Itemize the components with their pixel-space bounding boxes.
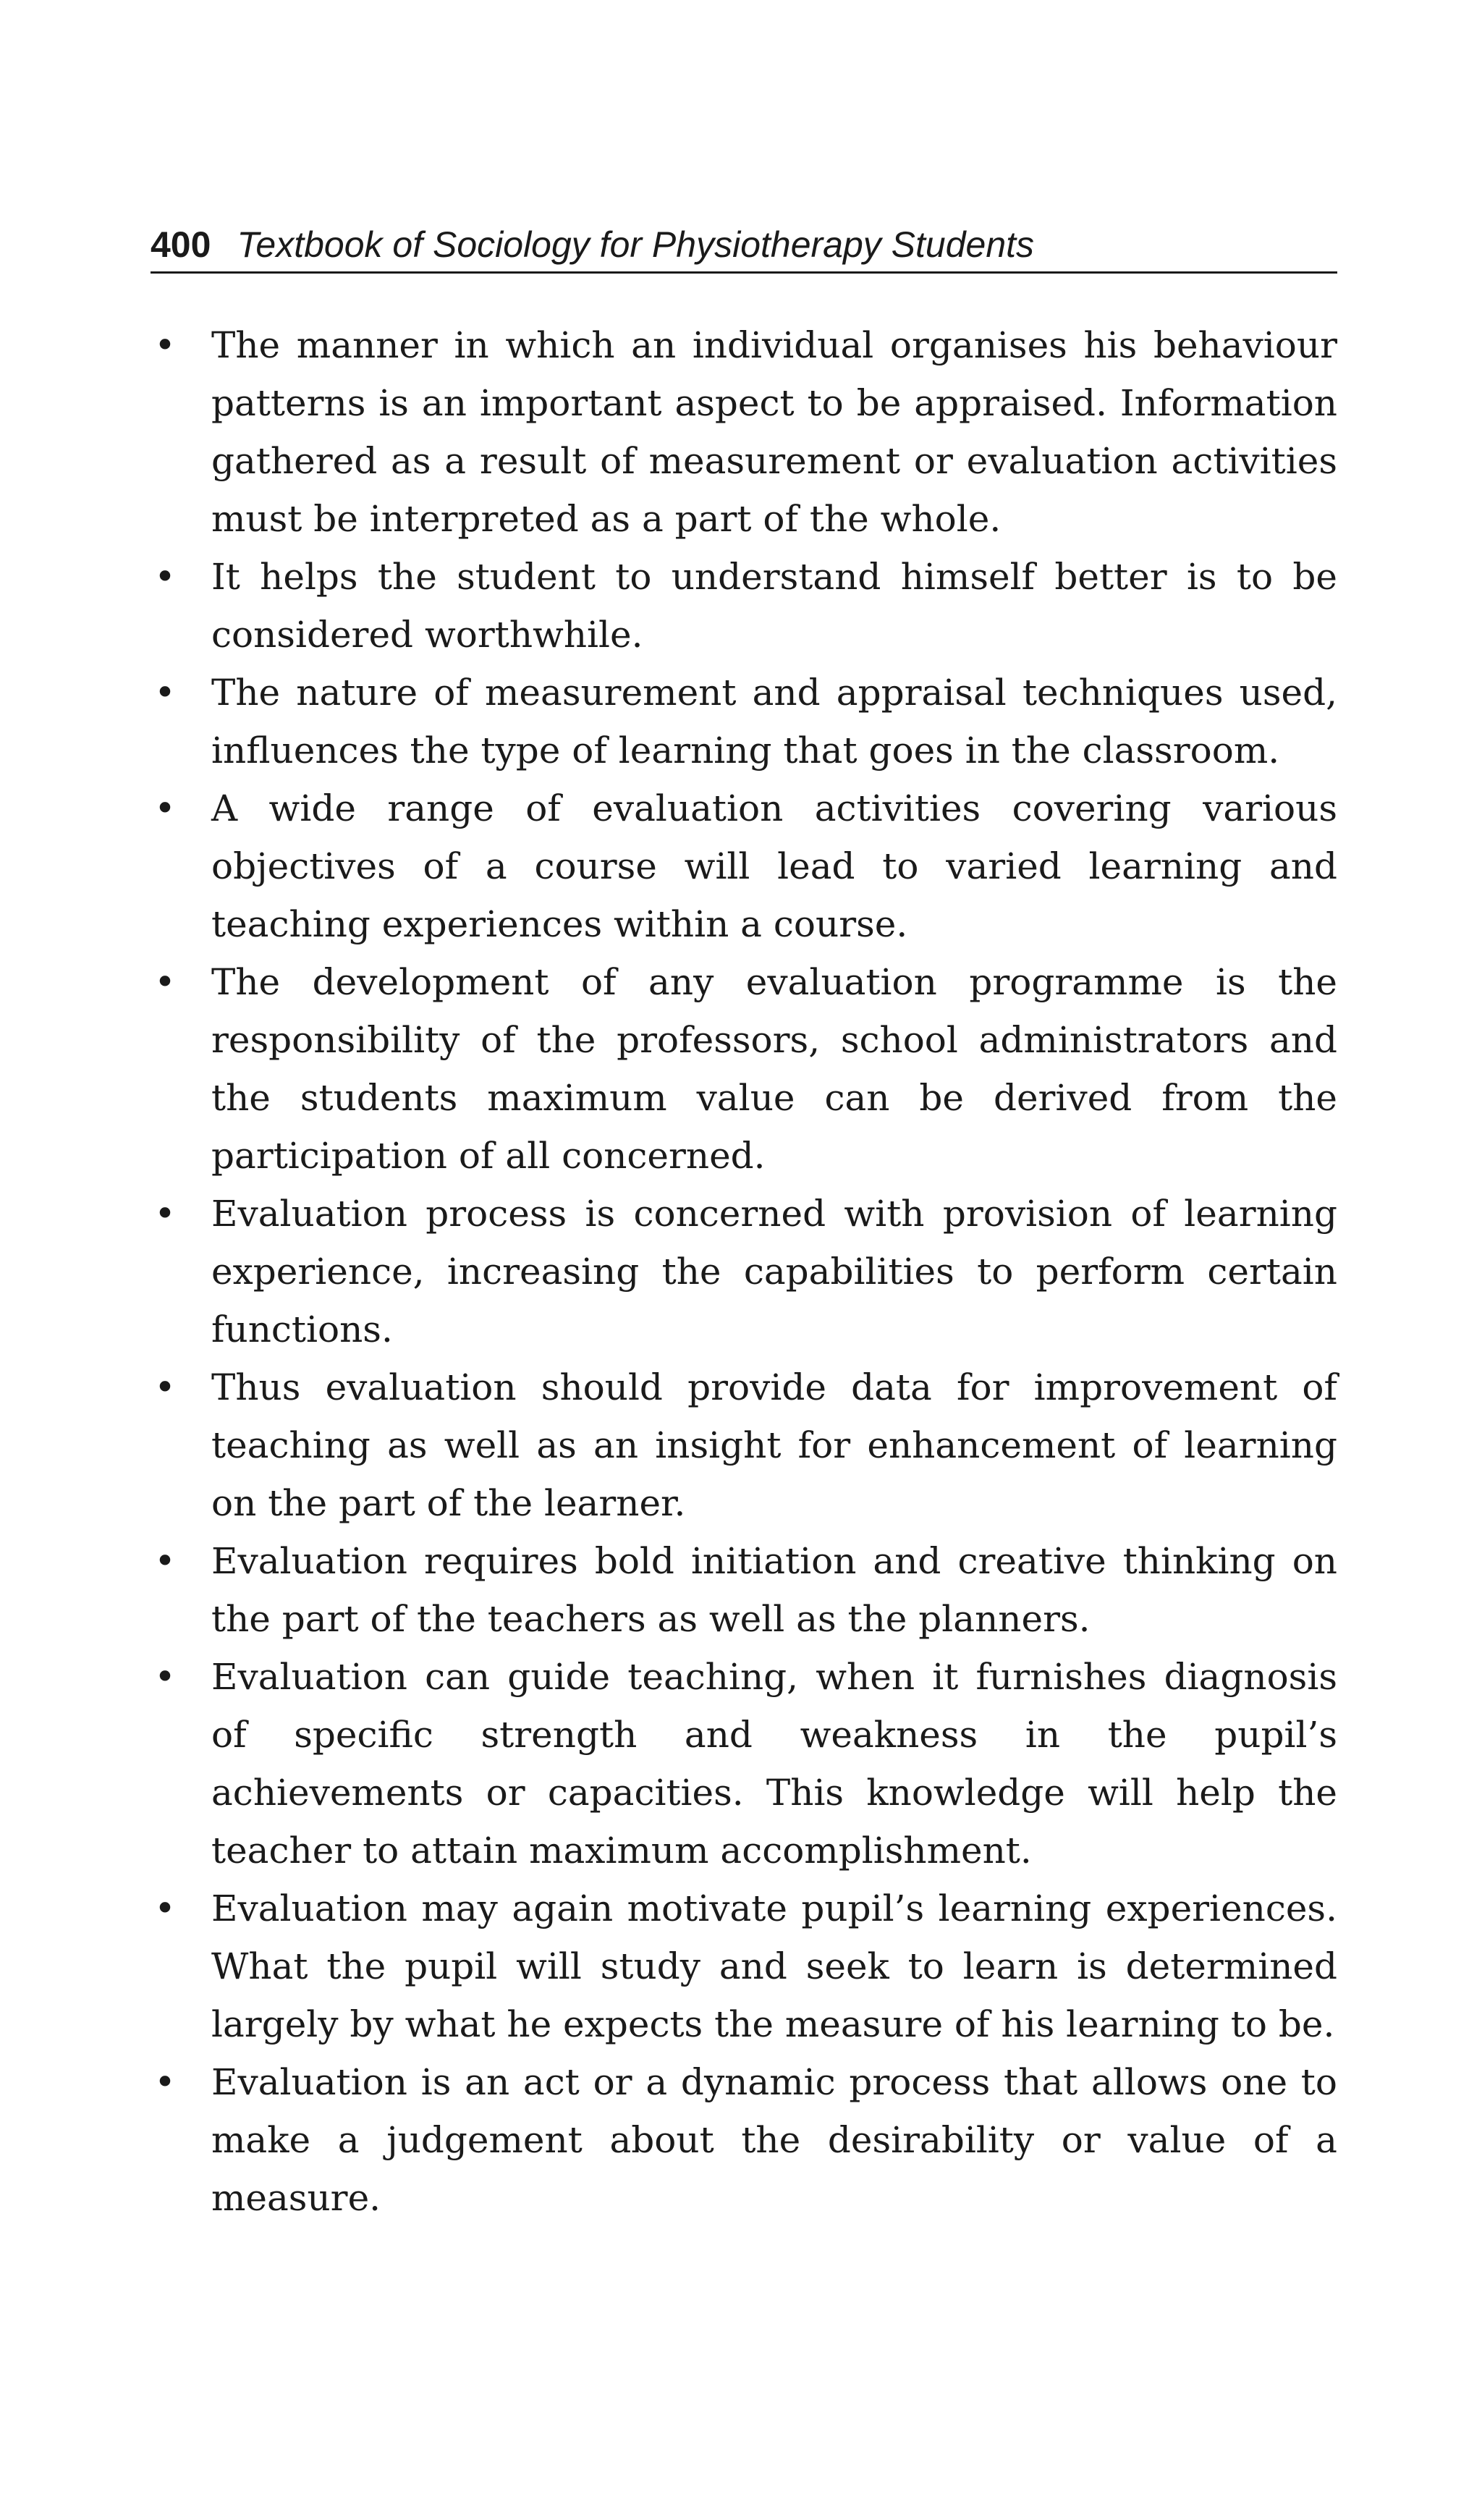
bullet-text: The development of any evaluation programme is the responsibility of the professors, school administrators and the students maximum value can be derived from the participation of all concerned. [211,961,1337,1177]
bullet-list [151,316,1337,2227]
bullet-item [151,1532,1337,1648]
bullet-icon: • [154,1887,176,1929]
bullet-icon: • [154,961,176,1003]
bullet-item [151,1358,1337,1532]
page-number: 400 [151,224,211,265]
bullet-text: Evaluation process is concerned with provision of learning experience, increasing the capabilities to perform certain functions. [211,1193,1337,1350]
bullet-icon: • [154,324,176,366]
bullet-icon: • [154,672,176,714]
bullet-icon: • [154,1656,176,1698]
bullet-item [151,548,1337,664]
bullet-text: A wide range of evaluation activities covering various objectives of a course will lead to varied learning and teaching experiences within a course. [211,787,1337,945]
bullet-icon: • [154,556,176,598]
bullet-text: Evaluation is an act or a dynamic process that allows one to make a judgement about the desirability or value of a measure. [211,2061,1337,2219]
bullet-text: Evaluation may again motivate pupil’s learning experiences. What the pupil will study and seek to learn is determined largely by what he expects the measure of his learning to be. [211,1887,1337,2045]
bullet-icon: • [154,1540,176,1582]
bullet-text: The nature of measurement and appraisal techniques used, influences the type of learning that goes in the classroom. [211,672,1337,771]
bullet-text: Thus evaluation should provide data for improvement of teaching as well as an insight for enhancement of learning on the part of the learner. [211,1366,1337,1524]
bullet-item [151,1185,1337,1358]
bullet-item [151,953,1337,1185]
bullet-item [151,2053,1337,2227]
bullet-icon: • [154,2061,176,2103]
bullet-text: Evaluation requires bold initiation and creative thinking on the part of the teachers as well as the planners. [211,1540,1337,1640]
bullet-item [151,316,1337,548]
bullet-icon: • [154,787,176,829]
bullet-item [151,664,1337,779]
bullet-item [151,779,1337,953]
bullet-item [151,1880,1337,2053]
bullet-text: It helps the student to understand himself better is to be considered worthwhile. [211,556,1337,656]
bullet-text: The manner in which an individual organises his behaviour patterns is an important aspect to be appraised. Information gathered as a result of measurement or evaluation activities must be interpreted as a part of the whole. [211,324,1337,540]
book-title: Textbook of Sociology for Physiotherapy Students [237,224,1035,265]
bullet-item [151,1648,1337,1880]
running-head [151,216,1337,274]
bullet-icon: • [154,1193,176,1235]
bullet-icon: • [154,1366,176,1408]
bullet-text: Evaluation can guide teaching, when it furnishes diagnosis of specific strength and weakness in the pupil’s achievements or capacities. This knowledge will help the teacher to attain maximum accomplishment. [211,1656,1337,1872]
